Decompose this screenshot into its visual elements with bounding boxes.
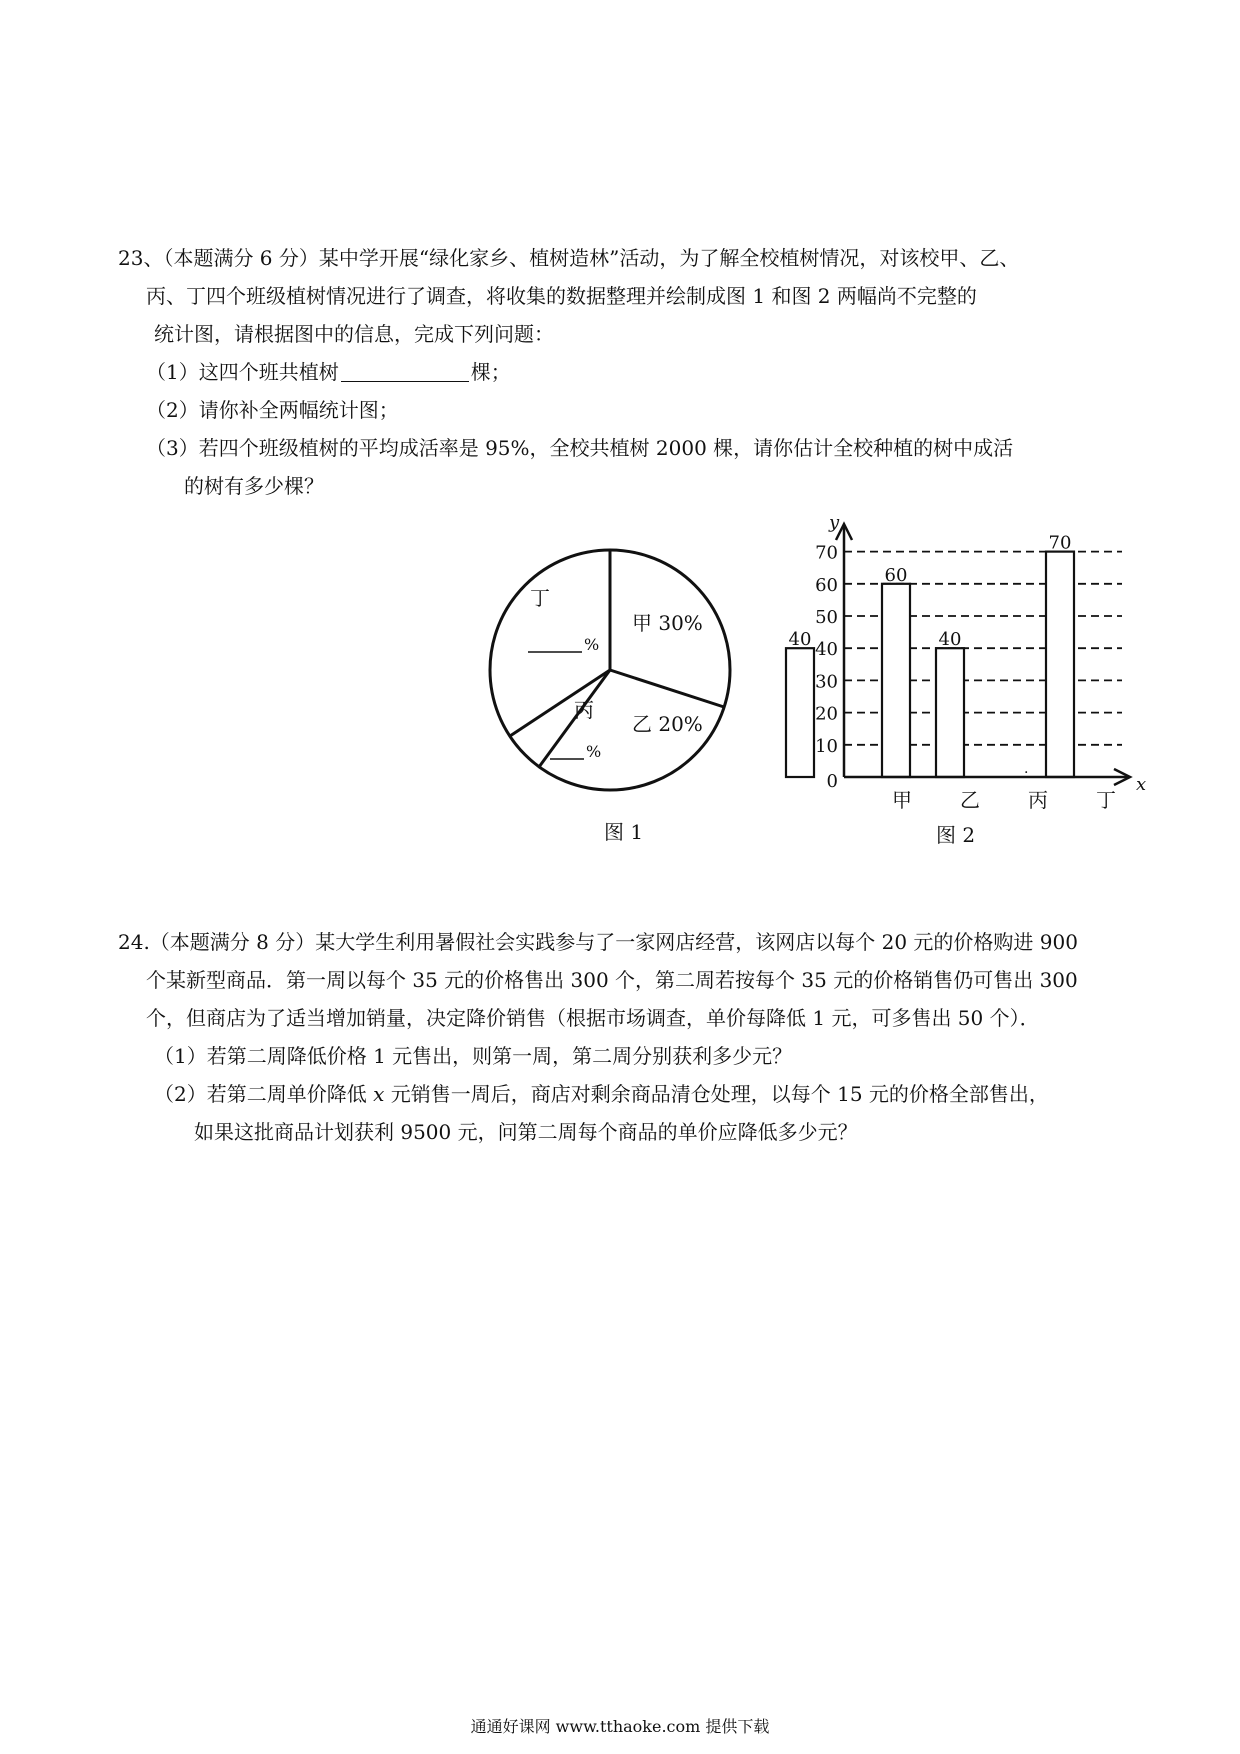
x-category-labels	[892, 788, 1116, 812]
footer-credit: 通通好课网 www.tthaoke.com 提供下载	[470, 1717, 770, 1736]
y-tick-30: 30	[815, 671, 838, 693]
figure-2-caption: 图 2	[936, 823, 976, 847]
q23-part-1-unit: 棵；	[470, 360, 511, 384]
q24-part-2-cont: 如果这批商品计划获利 9500 元，问第二周每个商品的单价应降低多少元？	[194, 1120, 858, 1144]
slice-label-ding: 丁	[530, 586, 550, 610]
x-category-甲: 甲	[892, 788, 912, 812]
y-tick-10: 10	[815, 735, 838, 757]
variable-x: x	[373, 1082, 385, 1106]
bing-dot-mark: .	[1024, 761, 1029, 777]
slice-label-jia: 甲 30%	[632, 611, 703, 635]
pie-chart	[470, 535, 750, 805]
pie-divider-right	[610, 670, 724, 707]
q24-line-1: 24.（本题满分 8 分）某大学生利用暑假社会实践参与了一家网店经营，该网店以每个 20 元的价格购进 900	[118, 930, 1078, 954]
q23-line-1: 23、（本题满分 6 分）某中学开展“绿化家乡、植树造林”活动，为了解全校植树情况，对该校甲、乙、	[118, 246, 1020, 270]
bar-丁	[1046, 552, 1074, 777]
q23-part-1	[146, 358, 511, 386]
x-category-丁: 丁	[1096, 788, 1116, 812]
bar-乙	[786, 648, 814, 777]
q23-line-3: 统计图，请根据图中的信息，完成下列问题：	[154, 322, 554, 346]
q24-part-2-text: （2）若第二周单价降低	[154, 1082, 374, 1106]
y-tick-40: 40	[815, 639, 838, 661]
y-tick-labels	[815, 543, 838, 792]
bar-value-label-乙: 40	[938, 629, 962, 651]
q23-part-3: （3）若四个班级植树的平均成活率是 95%，全校共植树 2000 棵，请你估计全校种植的树中成活	[146, 436, 1014, 460]
bar-乙	[936, 648, 964, 777]
bar-value-label-甲: 60	[884, 564, 908, 586]
q24-part-2	[154, 1080, 1049, 1108]
y-tick-50: 50	[815, 607, 838, 628]
answer-blank	[341, 361, 469, 382]
bar-甲	[882, 584, 910, 777]
slice-percent-ding: %	[584, 635, 600, 654]
y-axis-label: y	[829, 512, 840, 533]
q23-line-2: 丙、丁四个班级植树情况进行了调查，将收集的数据整理并绘制成图 1 和图 2 两幅尚不完整的	[146, 284, 977, 308]
q24-part-1: （1）若第二周降低价格 1 元售出，则第一周，第二周分别获利多少元？	[154, 1044, 793, 1068]
x-category-丙: 丙	[1028, 788, 1048, 812]
slice-percent-bing: %	[586, 742, 602, 761]
q24-line-2: 个某新型商品．第一周以每个 35 元的价格售出 300 个，第二周若按每个 35 元的价格销售仍可售出 300	[146, 968, 1078, 992]
slice-label-bing: 丙	[574, 698, 594, 722]
bar-chart	[788, 510, 1160, 830]
q24-part-2-text-cont: 元销售一周后，商店对剩余商品清仓处理，以每个 15 元的价格全部售出，	[384, 1082, 1049, 1106]
y-tick-70: 70	[815, 542, 838, 564]
q23-part-2: （2）请你补全两幅统计图；	[146, 398, 399, 422]
y-tick-20: 20	[815, 703, 838, 725]
q23-part-1-text: （1）这四个班共植树	[146, 360, 339, 384]
x-axis-label: x	[1136, 774, 1147, 795]
x-category-乙: 乙	[960, 788, 980, 812]
figure-1-caption: 图 1	[604, 820, 644, 844]
q23-part-3-cont: 的树有多少棵？	[184, 474, 324, 498]
y-tick-0: 0	[826, 771, 838, 792]
q24-line-3: 个，但商店为了适当增加销量，决定降价销售（根据市场调查，单价每降低 1 元，可多售出 50 个）．	[146, 1006, 1040, 1030]
slice-label-yi: 乙 20%	[632, 712, 703, 736]
y-tick-60: 60	[815, 574, 838, 596]
bar-value-label-乙: 40	[788, 629, 812, 651]
bar-value-label-丁: 70	[1048, 532, 1072, 554]
pie-divider-left	[510, 670, 610, 736]
